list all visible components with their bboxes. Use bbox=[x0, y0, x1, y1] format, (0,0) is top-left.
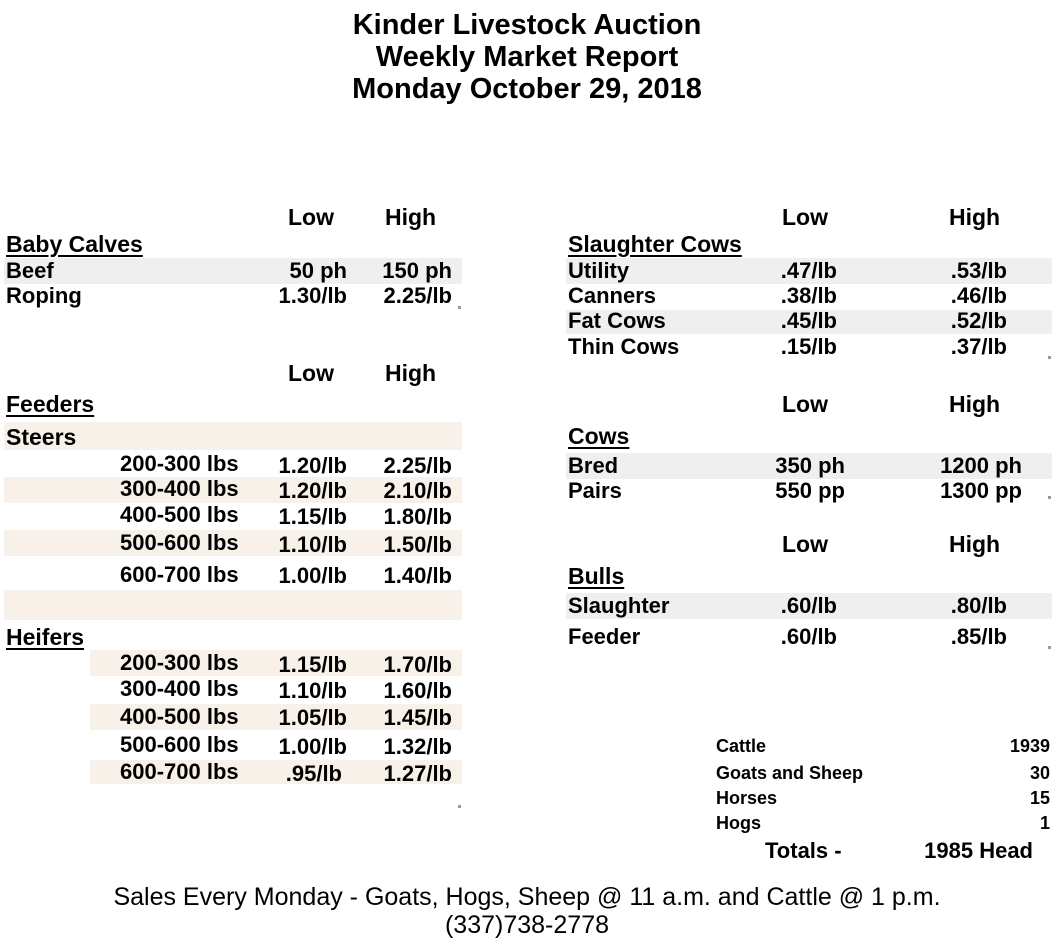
high-value: 1300 pp bbox=[940, 478, 1022, 503]
low-value: 350 ph bbox=[775, 453, 845, 478]
weight-range-label: 200-300 lbs bbox=[120, 650, 239, 675]
row-label: Bred bbox=[568, 453, 619, 478]
totals-label: Totals - bbox=[765, 838, 842, 863]
high-value: .46/lb bbox=[950, 283, 1007, 308]
receipt-label: Hogs bbox=[716, 813, 761, 833]
low-value: 1.15/lb bbox=[278, 504, 347, 529]
low-value: 1.30/lb bbox=[278, 283, 347, 308]
high-value: 150 ph bbox=[382, 258, 452, 283]
row-label: Thin Cows bbox=[568, 334, 680, 359]
high-column-header: High bbox=[385, 204, 437, 230]
high-value: 1.80/lb bbox=[383, 504, 452, 529]
low-value: 50 ph bbox=[289, 258, 347, 283]
weight-range-label: 400-500 lbs bbox=[120, 502, 239, 527]
high-value: .53/lb bbox=[950, 258, 1007, 283]
high-column-header: High bbox=[949, 531, 1001, 557]
section-baby-calves: Baby Calves bbox=[6, 231, 143, 257]
low-column-header: Low bbox=[782, 531, 828, 557]
receipt-value: 30 bbox=[1029, 763, 1050, 783]
high-value: 1.27/lb bbox=[383, 761, 452, 786]
row-label: Beef bbox=[6, 258, 54, 283]
high-column-header: High bbox=[949, 391, 1001, 417]
high-value: 1.70/lb bbox=[383, 652, 452, 677]
low-value: 1.05/lb bbox=[278, 705, 347, 730]
high-value: 2.25/lb bbox=[383, 283, 452, 308]
high-value: 1.45/lb bbox=[383, 705, 452, 730]
high-column-header: High bbox=[385, 360, 437, 386]
report-date: Monday October 29, 2018 bbox=[352, 73, 702, 105]
sales-schedule: Sales Every Monday - Goats, Hogs, Sheep @ 11 a.m. and Cattle @ 1 p.m. bbox=[113, 883, 941, 911]
high-value: 1.50/lb bbox=[383, 532, 452, 557]
low-value: 1.10/lb bbox=[278, 532, 347, 557]
subsection-heifers: Heifers bbox=[6, 624, 84, 650]
low-value: .38/lb bbox=[780, 283, 837, 308]
weight-range-label: 600-700 lbs bbox=[120, 759, 239, 784]
high-value: 2.10/lb bbox=[383, 478, 452, 503]
high-column-header: High bbox=[949, 204, 1001, 230]
receipt-value: 15 bbox=[1029, 788, 1050, 808]
low-value: .47/lb bbox=[780, 258, 837, 283]
low-column-header: Low bbox=[288, 360, 334, 386]
low-value: 550 pp bbox=[775, 478, 845, 503]
receipt-value: 1939 bbox=[1009, 736, 1050, 756]
subsection-steers: Steers bbox=[6, 424, 77, 450]
section-cows: Cows bbox=[568, 423, 630, 449]
low-column-header: Low bbox=[288, 204, 334, 230]
low-value: 1.15/lb bbox=[278, 652, 347, 677]
receipt-label: Cattle bbox=[716, 736, 767, 756]
weight-range-label: 300-400 lbs bbox=[120, 676, 239, 701]
report-title-line1: Kinder Livestock Auction bbox=[352, 9, 702, 41]
high-value: 1200 ph bbox=[940, 453, 1022, 478]
high-value: 1.32/lb bbox=[383, 734, 452, 759]
report-title-line2: Weekly Market Report bbox=[375, 41, 679, 73]
low-value: 1.20/lb bbox=[278, 478, 347, 503]
row-label: Fat Cows bbox=[568, 308, 666, 333]
high-value: .85/lb bbox=[950, 624, 1007, 649]
weight-range-label: 500-600 lbs bbox=[120, 732, 239, 757]
low-value: .45/lb bbox=[780, 308, 837, 333]
weight-range-label: 500-600 lbs bbox=[120, 530, 239, 555]
row-label: Roping bbox=[6, 283, 82, 308]
low-column-header: Low bbox=[782, 204, 828, 230]
high-value: .52/lb bbox=[950, 308, 1007, 333]
section-bulls: Bulls bbox=[568, 563, 625, 589]
row-label: Pairs bbox=[568, 478, 622, 503]
high-value: .37/lb bbox=[950, 334, 1007, 359]
totals-value: 1985 Head bbox=[924, 838, 1033, 863]
section-slaughter-cows: Slaughter Cows bbox=[568, 231, 742, 257]
low-value: .60/lb bbox=[780, 624, 837, 649]
receipt-label: Goats and Sheep bbox=[716, 763, 864, 783]
low-value: .95/lb bbox=[285, 761, 342, 786]
weight-range-label: 300-400 lbs bbox=[120, 476, 239, 501]
row-label: Feeder bbox=[568, 624, 641, 649]
low-value: .60/lb bbox=[780, 593, 837, 618]
weight-range-label: 400-500 lbs bbox=[120, 704, 239, 729]
low-value: .15/lb bbox=[780, 334, 837, 359]
low-column-header: Low bbox=[782, 391, 828, 417]
high-value: 2.25/lb bbox=[383, 453, 452, 478]
low-value: 1.00/lb bbox=[278, 563, 347, 588]
weight-range-label: 200-300 lbs bbox=[120, 451, 239, 476]
high-value: 1.40/lb bbox=[383, 563, 452, 588]
receipt-value: 1 bbox=[1039, 813, 1050, 833]
high-value: 1.60/lb bbox=[383, 678, 452, 703]
receipt-label: Horses bbox=[716, 788, 778, 808]
row-label: Canners bbox=[568, 283, 657, 308]
low-value: 1.20/lb bbox=[278, 453, 347, 478]
weight-range-label: 600-700 lbs bbox=[120, 562, 239, 587]
section-feeders: Feeders bbox=[6, 391, 95, 417]
low-value: 1.00/lb bbox=[278, 734, 347, 759]
row-label: Slaughter bbox=[568, 593, 670, 618]
low-value: 1.10/lb bbox=[278, 678, 347, 703]
high-value: .80/lb bbox=[950, 593, 1007, 618]
phone-number: (337)738-2778 bbox=[444, 911, 609, 939]
row-label: Utility bbox=[568, 258, 630, 283]
